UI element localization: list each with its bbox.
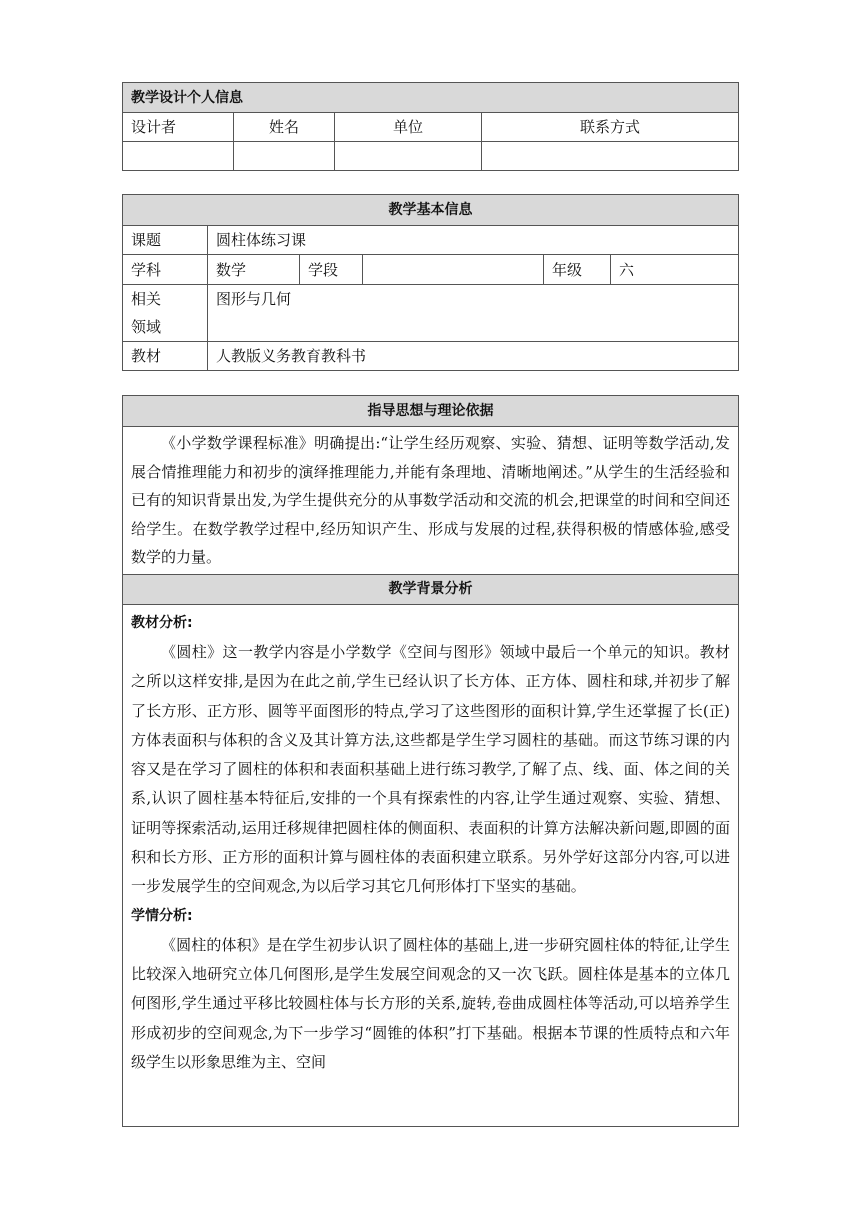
personal-info-title: 教学设计个人信息 xyxy=(123,83,739,113)
designer-header: 设计者 xyxy=(123,113,234,142)
guiding-title: 指导思想与理论依据 xyxy=(123,396,739,427)
guiding-text: 《小学数学课程标准》明确提出:“让学生经历观察、实验、猜想、证明等数学活动,发展合情推理能力和初步的演绎推理能力,并能有条理地、清晰地阐述。”从学生的生活经验和已有的知识背景出发,为学生提供充分的从事数学活动和交流的机会,把课堂的时间和空间还给学生。在数学教学过程中,经历知识产生、形成与发展的过程,获得积极的情感体验,感受数学的力量。 xyxy=(131,434,730,567)
basic-info-table xyxy=(122,194,739,371)
stage-label: 学段 xyxy=(300,255,363,285)
analysis-table xyxy=(122,395,739,1127)
guiding-cell xyxy=(123,427,739,575)
grade-label: 年级 xyxy=(544,255,611,285)
unit-header: 单位 xyxy=(335,113,482,142)
background-cell xyxy=(123,604,739,1126)
subject-value: 数学 xyxy=(208,255,300,285)
material-heading: 教材分析: xyxy=(131,614,193,631)
personal-info-table xyxy=(122,82,739,171)
contact-header: 联系方式 xyxy=(482,113,739,142)
subject-label: 学科 xyxy=(123,255,208,285)
designer-cell xyxy=(123,142,234,171)
textbook-value: 人教版义务教育教科书 xyxy=(208,342,739,371)
textbook-label: 教材 xyxy=(123,342,208,371)
grade-value: 六 xyxy=(611,255,739,285)
field-value: 图形与几何 xyxy=(208,285,739,342)
material-text: 《圆柱》这一教学内容是小学数学《空间与图形》领域中最后一个单元的知识。教材之所以这样安排,是因为在此之前,学生已经认识了长方体、正方体、圆柱和球,并初步了解了长方形、正方形、圆等平面图形的特点,学习了这些图形的面积计算,学生还掌握了长(正)方体表面积与体积的含义及其计算方法,这些都是学生学习圆柱的基础。而这节练习课的内容又是在学习了圆柱的体积和表面积基础上进行练习教学,了解了点、线、面、体之间的关系,认识了圆柱基本特征后,安排的一个具有探索性的内容,让学生通过观察、实验、猜想、证明等探索活动,运用迁移规律把圆柱体的侧面积、表面积的计算方法解决新问题,即圆的面积和长方形、正方形的面积计算与圆柱体的表面积建立联系。另外学好这部分内容,可以进一步发展学生的空间观念,为以后学习其它几何形体打下坚实的基础。 xyxy=(131,642,730,896)
topic-value: 圆柱体练习课 xyxy=(208,226,739,255)
field-label-line-2: 领域 xyxy=(131,318,162,336)
stage-value xyxy=(363,255,544,285)
basic-info-title: 教学基本信息 xyxy=(123,195,739,226)
contact-cell xyxy=(482,142,739,171)
topic-label: 课题 xyxy=(123,226,208,255)
name-header: 姓名 xyxy=(234,113,335,142)
name-cell xyxy=(234,142,335,171)
student-text: 《圆柱的体积》是在学生初步认识了圆柱体的基础上,进一步研究圆柱体的特征,让学生比较深入地研究立体几何图形,是学生发展空间观念的又一次飞跃。圆柱体是基本的立体几何图形,学生通过平移比较圆柱体与长方形的关系,旋转,卷曲成圆柱体等活动,可以培养学生形成初步的空间观念,为下一步学习“圆锥的体积”打下基础。根据本节课的性质特点和六年级学生以形象思维为主、空间 xyxy=(131,935,730,1071)
field-label xyxy=(123,285,208,342)
unit-cell xyxy=(335,142,482,171)
field-label-line-1: 相关 xyxy=(131,290,162,308)
background-title: 教学背景分析 xyxy=(123,574,739,604)
student-heading: 学情分析: xyxy=(131,907,193,924)
